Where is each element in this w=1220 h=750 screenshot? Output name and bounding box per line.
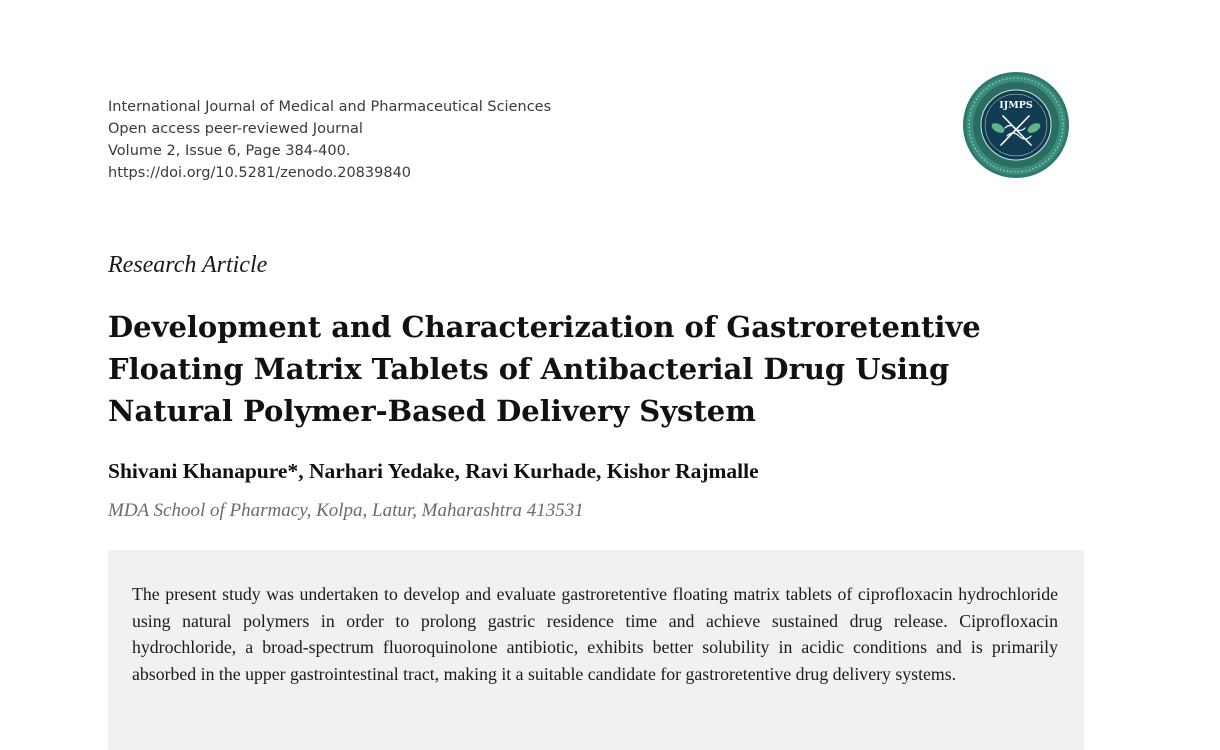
article-type: Research Article	[108, 252, 268, 278]
title-line-3: Natural Polymer-Based Delivery System	[108, 394, 756, 428]
journal-access: Open access peer-reviewed Journal	[108, 121, 363, 137]
journal-doi: https://doi.org/10.5281/zenodo.20839840	[108, 165, 412, 181]
abstract-box	[108, 550, 1084, 750]
journal-seal-logo	[961, 70, 1071, 180]
affiliation: MDA School of Pharmacy, Kolpa, Latur, Maharashtra 413531	[108, 500, 584, 521]
title-line-2: Floating Matrix Tablets of Antibacterial Drug Using	[108, 352, 950, 386]
title-line-1: Development and Characterization of Gastroretentive	[108, 310, 981, 344]
journal-volume: Volume 2, Issue 6, Page 384-400.	[108, 143, 351, 159]
author-list: Shivani Khanapure*, Narhari Yedake, Ravi Kurhade, Kishor Rajmalle	[108, 459, 759, 483]
article-title	[108, 306, 1068, 432]
journal-name: International Journal of Medical and Pharmaceutical Sciences	[108, 99, 552, 115]
abstract-text: The present study was undertaken to develop and evaluate gastroretentive floating matrix tablets of ciprofloxacin hydrochloride using natural polymers in order to prolong gastric residence time and achieve sustained drug release. Ciprofloxacin hydrochloride, a broad-spectrum fluoroquinolone antibiotic, exhibits better solubility in acidic conditions and is primarily absorbed in the upper gastrointestinal tract, making it a suitable candidate for gastroretentive drug delivery systems.	[132, 584, 1058, 684]
journal-info	[108, 96, 551, 184]
seal-logo-text: IJMPS	[999, 100, 1033, 111]
